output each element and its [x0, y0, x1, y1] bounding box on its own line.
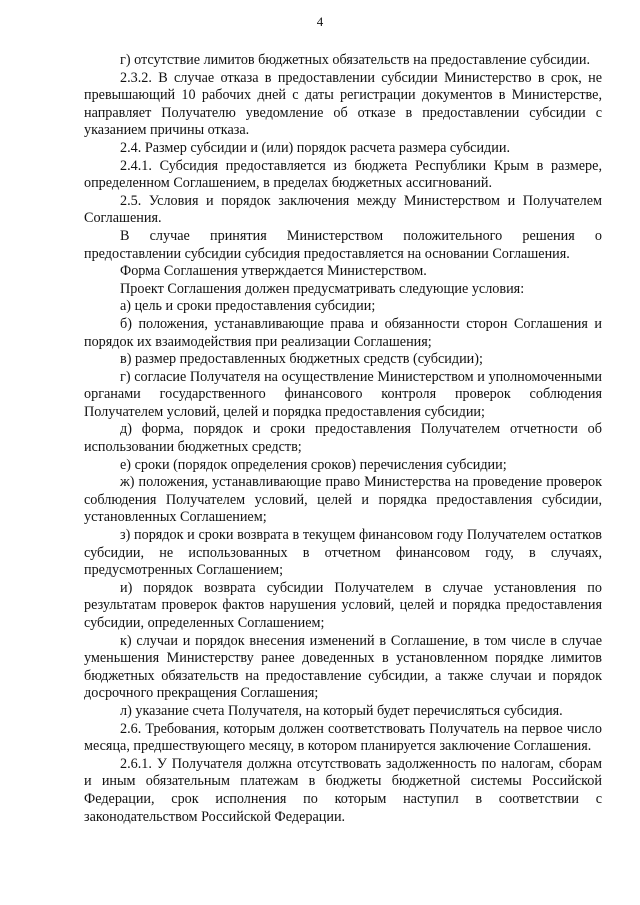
page-number: 4	[316, 14, 324, 29]
document-body	[84, 52, 602, 826]
paragraph: в) размер предоставленных бюджетных средств (субсидии);	[120, 351, 483, 368]
paragraph: е) сроки (порядок определения сроков) перечисления субсидии;	[120, 456, 507, 473]
paragraph: 2.4. Размер субсидии и (или) порядок расчета размера субсидии.	[120, 139, 511, 156]
paragraph: В случае принятия Министерством положительного решения о предоставлении субсидии субсидия предоставляется на основании Соглашения.	[84, 227, 602, 262]
paragraph: г) отсутствие лимитов бюджетных обязательств на предоставление субсидии.	[120, 52, 591, 68]
paragraph: Форма Соглашения утверждается Министерством.	[120, 263, 427, 280]
paragraph: 2.6. Требования, которым должен соответствовать Получатель на первое число месяца, предшествующего месяцу, в котором планируется заключение Соглашения.	[84, 720, 602, 755]
paragraph: ж) положения, устанавливающие право Министерства на проведение проверок соблюдения Получателем условий, целей и порядка предоставления субсидии, установленных Соглашением;	[84, 474, 602, 526]
paragraph: л) указание счета Получателя, на который будет перечисляться субсидия.	[120, 702, 563, 719]
paragraph: 2.6.1. У Получателя должна отсутствовать задолженность по налогам, сборам и иным обязательным платежам в бюджеты бюджетной системы Российской Федерации, срок исполнения по которым наступил в соответствии с законодательством Российской Федерации.	[84, 755, 602, 825]
paragraph: к) случаи и порядок внесения изменений в Соглашение, в том числе в случае уменьшения Министерству ранее доведенных в установленном порядке лимитов бюджетных обязательств на предоставление субсидии, а также случаи и порядок досрочного прекращения Соглашения;	[84, 632, 602, 702]
paragraph: и) порядок возврата субсидии Получателем в случае установления по результатам проверок фактов нарушения условий, целей и порядка предоставления субсидии, определенных Соглашением;	[84, 579, 602, 631]
paragraph: 2.4.1. Субсидия предоставляется из бюджета Республики Крым в размере, определенном Соглашением, в пределах бюджетных ассигнований.	[84, 157, 602, 192]
paragraph: а) цель и сроки предоставления субсидии;	[120, 298, 376, 315]
paragraph: г) согласие Получателя на осуществление Министерством и уполномоченными органами государственного финансового контроля проверок соблюдения Получателем условий, целей и порядка предоставления субсидии;	[84, 368, 602, 420]
paragraph: б) положения, устанавливающие права и обязанности сторон Соглашения и порядок их взаимодействия при реализации Соглашения;	[84, 315, 602, 350]
paragraph: 2.3.2. В случае отказа в предоставлении субсидии Министерство в срок, не превышающий 10 рабочих дней с даты регистрации документов в Министерстве, направляет Получателю уведомление об отказе в предоставлении субсидии с указанием причины отказа.	[84, 69, 602, 139]
paragraph: з) порядок и сроки возврата в текущем финансовом году Получателем остатков субсидии, не использованных в отчетном финансовом году, в случаях, предусмотренных Соглашением;	[84, 527, 602, 579]
paragraph: 2.5. Условия и порядок заключения между Министерством и Получателем Соглашения.	[84, 192, 602, 227]
paragraph: д) форма, порядок и сроки предоставления Получателем отчетности об использовании бюджетных средств;	[84, 421, 602, 456]
paragraph: Проект Соглашения должен предусматривать следующие условия:	[120, 280, 525, 297]
